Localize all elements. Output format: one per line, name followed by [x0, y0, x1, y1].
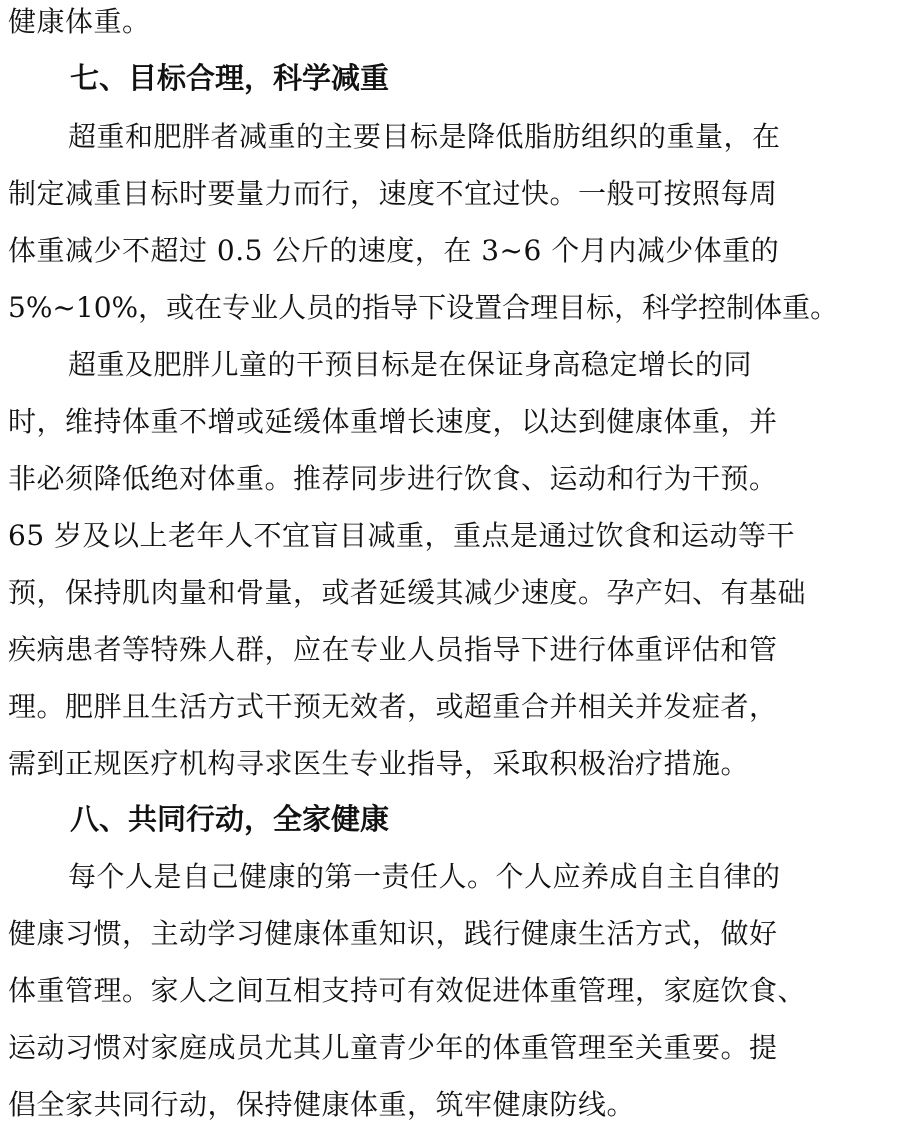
- body-line: 时，维持体重不增或延缓体重增长速度，以达到健康体重，并: [8, 405, 778, 438]
- body-line: 健康习惯，主动学习健康体重知识，践行健康生活方式，做好: [8, 917, 778, 950]
- body-line: 非必须降低绝对体重。推荐同步进行饮食、运动和行为干预。: [8, 462, 778, 495]
- body-line: 超重和肥胖者减重的主要目标是降低脂肪组织的重量，在: [68, 120, 781, 153]
- body-line: 疾病患者等特殊人群，应在专业人员指导下进行体重评估和管: [8, 633, 778, 666]
- body-line: 制定减重目标时要量力而行，速度不宜过快。一般可按照每周: [8, 177, 778, 210]
- body-line: 超重及肥胖儿童的干预目标是在保证身高稳定增长的同: [68, 348, 753, 381]
- body-line: 健康体重。: [8, 5, 151, 38]
- section-heading-7: 七、目标合理，科学减重: [70, 61, 390, 95]
- body-line: 体重管理。家人之间互相支持可有效促进体重管理，家庭饮食、: [8, 974, 807, 1007]
- body-line: 体重减少不超过 0.5 公斤的速度，在 3~6 个月内减少体重的: [8, 234, 780, 267]
- body-line: 理。肥胖且生活方式干预无效者，或超重合并相关并发症者，: [8, 690, 778, 723]
- body-line: 运动习惯对家庭成员尤其儿童青少年的体重管理至关重要。提: [8, 1031, 778, 1064]
- section-heading-8: 八、共同行动，全家健康: [70, 802, 390, 836]
- body-line: 倡全家共同行动，保持健康体重，筑牢健康防线。: [8, 1088, 636, 1121]
- body-line: 65 岁及以上老年人不宜盲目减重，重点是通过饮食和运动等干: [8, 519, 796, 552]
- body-line: 5%~10%，或在专业人员的指导下设置合理目标，科学控制体重。: [8, 291, 839, 324]
- body-line: 需到正规医疗机构寻求医生专业指导，采取积极治疗措施。: [8, 747, 750, 780]
- body-line: 预，保持肌肉量和骨量，或者延缓其减少速度。孕产妇、有基础: [8, 576, 807, 609]
- body-line: 每个人是自己健康的第一责任人。个人应养成自主自律的: [68, 860, 781, 893]
